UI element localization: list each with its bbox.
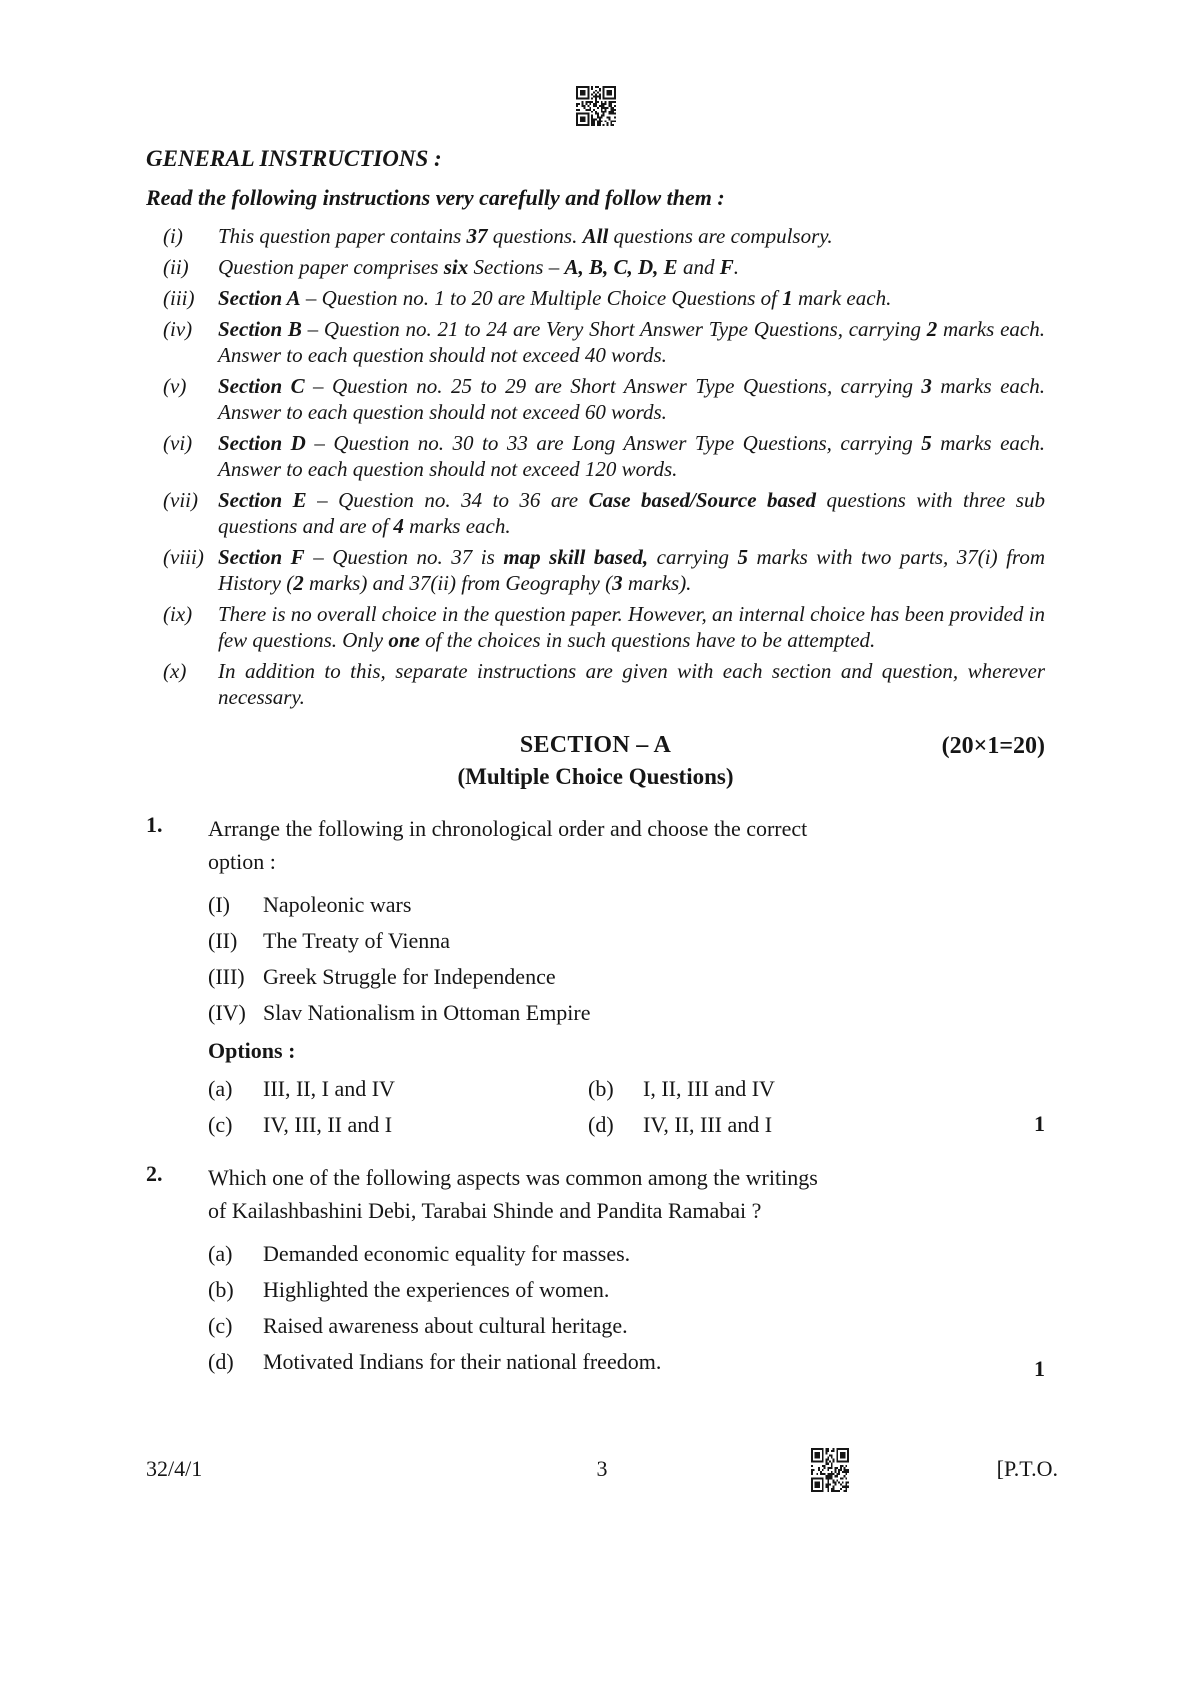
instruction-label: (vii) bbox=[163, 488, 198, 512]
instruction-item bbox=[163, 373, 1045, 425]
option-text: I, II, III and IV bbox=[643, 1076, 775, 1101]
instruction-text: In addition to this, separate instructions are given with each section and question, wherever necessary. bbox=[218, 659, 1045, 709]
option-item bbox=[588, 1075, 1045, 1103]
option-label: (d) bbox=[588, 1112, 614, 1137]
instruction-text: Section D – Question no. 30 to 33 are Long Answer Type Questions, carrying 5 marks each. Answer to each question should not exceed 120 words. bbox=[218, 431, 1045, 481]
page-number: 3 bbox=[596, 1456, 608, 1481]
instruction-text: Section A – Question no. 1 to 20 are Multiple Choice Questions of 1 mark each. bbox=[218, 286, 892, 310]
qr-code-icon bbox=[811, 1448, 849, 1492]
question-list-item bbox=[208, 999, 1045, 1027]
option-text: Highlighted the experiences of women. bbox=[263, 1277, 610, 1302]
option-text: IV, III, II and I bbox=[263, 1112, 393, 1137]
option-item bbox=[208, 1075, 588, 1103]
option-label: (b) bbox=[208, 1277, 234, 1302]
option-item bbox=[208, 1276, 1045, 1304]
question-number: 1. bbox=[146, 812, 163, 837]
list-item-text: The Treaty of Vienna bbox=[263, 928, 451, 953]
instruction-item bbox=[163, 316, 1045, 368]
option-label: (d) bbox=[208, 1349, 234, 1374]
list-item-text: Slav Nationalism in Ottoman Empire bbox=[263, 1000, 591, 1025]
instruction-label: (iii) bbox=[163, 286, 195, 310]
instruction-text: Section B – Question no. 21 to 24 are Very Short Answer Type Questions, carrying 2 marks each. Answer to each question should not exceed 40 words. bbox=[218, 317, 1045, 367]
list-item-label: (II) bbox=[208, 928, 238, 953]
option-item bbox=[588, 1111, 1045, 1139]
question-marks: 1 bbox=[1034, 1356, 1045, 1381]
option-text: IV, II, III and I bbox=[643, 1112, 773, 1137]
section-marks-note: (20×1=20) bbox=[941, 733, 1045, 759]
question-1 bbox=[146, 812, 1045, 1139]
question-text: Which one of the following aspects was common among the writings of Kailashbashini Debi, Tarabai Shinde and Pandita Ramabai ? bbox=[208, 1165, 818, 1223]
option-text: Motivated Indians for their national freedom. bbox=[263, 1349, 662, 1374]
instruction-label: (v) bbox=[163, 374, 187, 398]
qr-code-icon bbox=[576, 86, 616, 126]
section-heading bbox=[146, 732, 1045, 790]
instruction-item bbox=[163, 544, 1045, 596]
instruction-item bbox=[163, 223, 1045, 249]
question-list-item bbox=[208, 891, 1045, 919]
instruction-item bbox=[163, 285, 1045, 311]
instruction-label: (ix) bbox=[163, 602, 193, 626]
instruction-item bbox=[163, 254, 1045, 280]
option-text: III, II, I and IV bbox=[263, 1076, 395, 1101]
instruction-label: (ii) bbox=[163, 255, 189, 279]
instructions-list bbox=[163, 223, 1045, 710]
instruction-label: (i) bbox=[163, 224, 183, 248]
instruction-text: Section F – Question no. 37 is map skill based, carrying 5 marks with two parts, 37(i) from History (2 marks) and 37(ii) from Geography (3 marks). bbox=[218, 545, 1045, 595]
option-item bbox=[208, 1111, 588, 1139]
page-footer bbox=[146, 1448, 1058, 1496]
options-heading: Options : bbox=[208, 1038, 296, 1063]
question-2 bbox=[146, 1161, 1045, 1384]
instruction-item bbox=[163, 430, 1045, 482]
option-label: (c) bbox=[208, 1112, 233, 1137]
option-text: Demanded economic equality for masses. bbox=[263, 1241, 631, 1266]
question-list bbox=[208, 891, 1045, 1027]
instruction-text: Section E – Question no. 34 to 36 are Case based/Source based questions with three sub questions and are of 4 marks each. bbox=[218, 488, 1045, 538]
options-grid bbox=[208, 1075, 1045, 1139]
pto-label: [P.T.O. bbox=[996, 1456, 1058, 1481]
option-label: (c) bbox=[208, 1313, 233, 1338]
question-body bbox=[208, 1161, 1045, 1384]
question-text: Arrange the following in chronological order and choose the correct option : bbox=[208, 816, 808, 874]
question-number: 2. bbox=[146, 1161, 163, 1186]
instruction-text: Question paper comprises six Sections – A, B, C, D, E and F. bbox=[218, 255, 739, 279]
instruction-item bbox=[163, 487, 1045, 539]
section-title: SECTION – A bbox=[519, 732, 672, 758]
instruction-text: There is no overall choice in the question paper. However, an internal choice has been provided in few questions. Only one of the choices in such questions have to be attempted. bbox=[218, 602, 1045, 652]
general-instructions-title: GENERAL INSTRUCTIONS : bbox=[146, 146, 442, 171]
list-item-text: Greek Struggle for Independence bbox=[263, 964, 556, 989]
instruction-text: Section C – Question no. 25 to 29 are Short Answer Type Questions, carrying 3 marks each. Answer to each question should not exceed 60 words. bbox=[218, 374, 1045, 424]
question-body bbox=[208, 812, 1045, 1139]
section-subtitle: (Multiple Choice Questions) bbox=[457, 764, 734, 789]
instruction-item bbox=[163, 658, 1045, 710]
instruction-label: (iv) bbox=[163, 317, 193, 341]
option-label: (b) bbox=[588, 1076, 614, 1101]
option-text: Raised awareness about cultural heritage. bbox=[263, 1313, 628, 1338]
list-item-label: (III) bbox=[208, 964, 245, 989]
question-list-item bbox=[208, 963, 1045, 991]
list-item-label: (I) bbox=[208, 892, 230, 917]
question-marks: 1 bbox=[1034, 1111, 1045, 1136]
instruction-label: (vi) bbox=[163, 431, 193, 455]
list-item-label: (IV) bbox=[208, 1000, 246, 1025]
instruction-text: This question paper contains 37 questions. All questions are compulsory. bbox=[218, 224, 833, 248]
list-item-text: Napoleonic wars bbox=[263, 892, 412, 917]
option-item bbox=[208, 1348, 1045, 1376]
question-list-item bbox=[208, 927, 1045, 955]
option-item bbox=[208, 1312, 1045, 1340]
instruction-label: (viii) bbox=[163, 545, 204, 569]
instruction-label: (x) bbox=[163, 659, 187, 683]
option-label: (a) bbox=[208, 1076, 233, 1101]
page-content bbox=[146, 146, 1045, 1384]
paper-code: 32/4/1 bbox=[146, 1456, 203, 1481]
option-label: (a) bbox=[208, 1241, 233, 1266]
instructions-subtitle: Read the following instructions very carefully and follow them : bbox=[146, 185, 725, 210]
instruction-item bbox=[163, 601, 1045, 653]
option-item bbox=[208, 1240, 1045, 1268]
options-list bbox=[208, 1240, 1045, 1376]
